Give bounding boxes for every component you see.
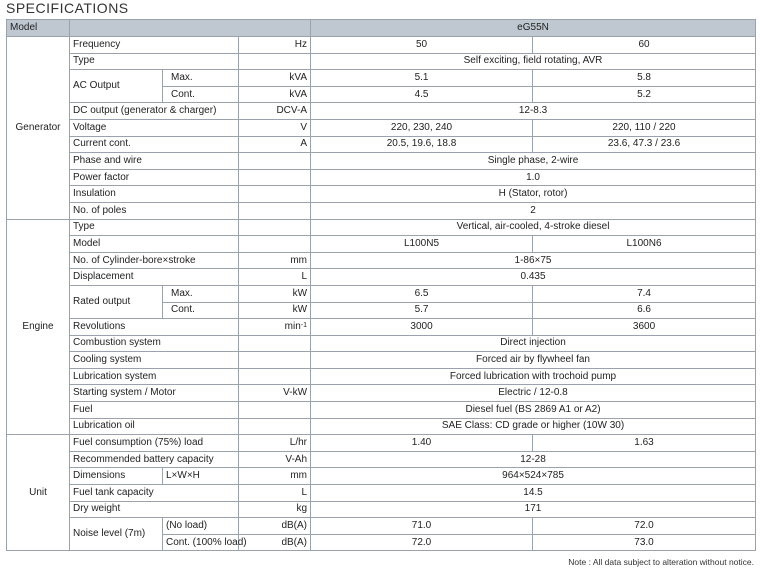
table-row: Fuel tank capacity L 14.5 [7, 485, 756, 502]
table-row: No. of poles 2 [7, 202, 756, 219]
table-row: Model L100N5 L100N6 [7, 236, 756, 253]
table-row: Revolutions $\min^{-1}$ 3000 3600 [7, 319, 756, 336]
table-row: Power factor 1.0 [7, 169, 756, 186]
table-row: Insulation H (Stator, rotor) [7, 186, 756, 203]
footnote: Note : All data subject to alteration without notice. [568, 557, 754, 567]
table-row: Cont. (100% load) dB(A) 72.0 73.0 [7, 534, 756, 551]
table-row: Starting system / Motor V-kW Electric / 12-0.8 [7, 385, 756, 402]
table-row: Dimensions L×W×H mm 964×524×785 [7, 468, 756, 485]
table-row: DC output (generator & charger) DCV-A 12-8.3 [7, 103, 756, 120]
table-row: Generator Frequency Hz 50 60 [7, 37, 756, 54]
header-model-value: eG55N [311, 20, 756, 37]
group-generator: Generator [7, 37, 70, 220]
table-row: Fuel Diesel fuel (BS 2869 A1 or A2) [7, 402, 756, 419]
group-engine: Engine [7, 219, 70, 435]
table-row: Recommended battery capacity V-Ah 12-28 [7, 451, 756, 468]
table-row: Current cont. A 20.5, 19.6, 18.8 23.6, 47.3 / 23.6 [7, 136, 756, 153]
table-row: Dry weight kg 171 [7, 501, 756, 518]
table-row: Unit Fuel consumption (75%) load L/hr 1.40 1.63 [7, 435, 756, 452]
table-row: Cooling system Forced air by flywheel fan [7, 352, 756, 369]
table-row: Rated output Max. kW 6.5 7.4 [7, 285, 756, 302]
table-row: Cont. kW 5.7 6.6 [7, 302, 756, 319]
table-row: Type Self exciting, field rotating, AVR [7, 53, 756, 70]
header-model-label: Model [7, 20, 70, 37]
group-unit: Unit [7, 435, 70, 551]
table-row: Combustion system Direct injection [7, 335, 756, 352]
table-row: Displacement L 0.435 [7, 269, 756, 286]
table-row: Cont. kVA 4.5 5.2 [7, 86, 756, 103]
page-title: SPECIFICATIONS [6, 0, 129, 16]
table-row: AC Output Max. kVA 5.1 5.8 [7, 70, 756, 87]
table-row: Lubrication oil SAE Class: CD grade or higher (10W 30) [7, 418, 756, 435]
table-row: Lubrication system Forced lubrication with trochoid pump [7, 368, 756, 385]
table-header-row [7, 20, 756, 37]
table-row: Engine Type Vertical, air-cooled, 4-stroke diesel [7, 219, 756, 236]
table-row: Noise level (7m) (No load) dB(A) 71.0 72.0 [7, 518, 756, 535]
table-row: Phase and wire Single phase, 2-wire [7, 153, 756, 170]
spec-table [6, 19, 756, 551]
table-row: No. of Cylinder-bore×stroke mm 1-86×75 [7, 252, 756, 269]
table-row: Voltage V 220, 230, 240 220, 110 / 220 [7, 119, 756, 136]
